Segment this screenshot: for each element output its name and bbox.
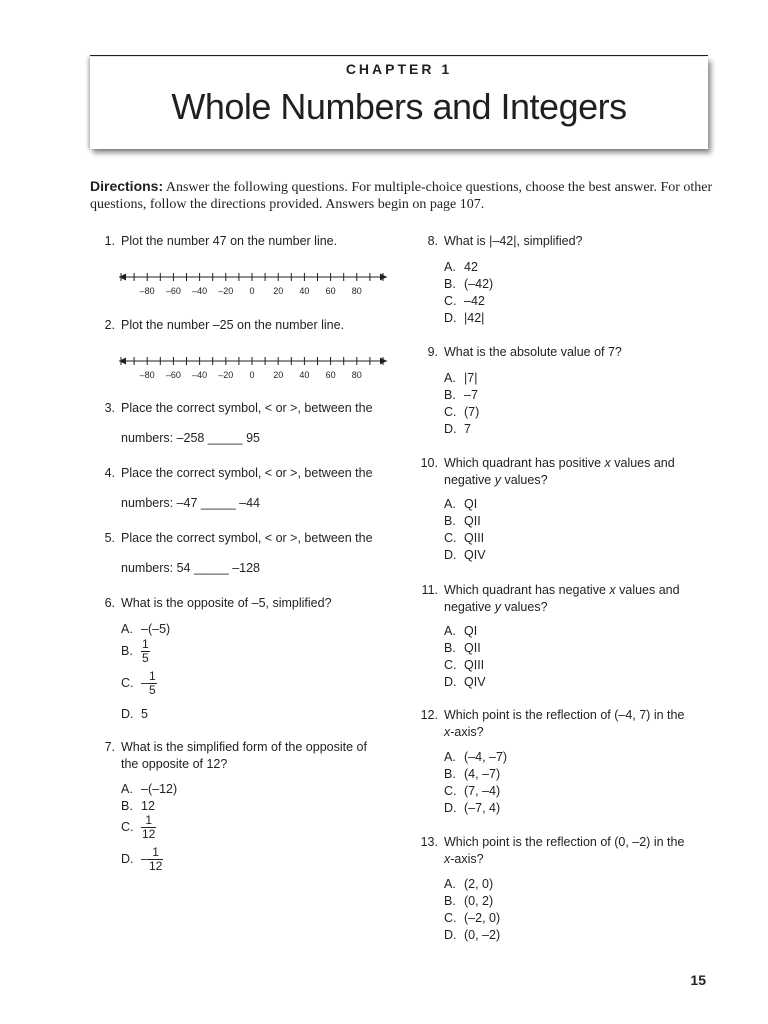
option-letter: A.	[444, 497, 456, 511]
option-text: QIV	[464, 548, 486, 562]
question-text: Place the correct symbol, < or >, between the	[121, 401, 373, 415]
option-text: 12	[141, 799, 155, 813]
option-letter: C.	[444, 658, 457, 672]
option-letter: B.	[121, 643, 133, 658]
tick-label: 60	[325, 286, 336, 296]
option-text: –(–12)	[141, 782, 178, 796]
option-text: 5	[141, 707, 148, 721]
fraction-denominator: 5	[142, 651, 149, 665]
question-text: What is the absolute value of 7?	[444, 345, 622, 359]
question-number: 5.	[104, 531, 115, 545]
option-text: (–2, 0)	[464, 911, 501, 925]
chapter-label: CHAPTER 1	[345, 61, 453, 77]
directions-label: Directions:	[90, 178, 164, 194]
option-letter: C.	[444, 405, 457, 419]
tick-label: –60	[165, 370, 181, 380]
tick-label: 20	[273, 286, 284, 296]
question-text: x-axis?	[444, 725, 484, 739]
question-text: Which point is the reflection of (–4, 7) in the	[444, 708, 685, 722]
answer-option[interactable]	[121, 814, 156, 841]
tick-label: 80	[351, 370, 362, 380]
answer-option[interactable]	[121, 846, 163, 873]
answer-option[interactable]	[444, 640, 481, 657]
option-letter: B.	[444, 767, 456, 781]
question-text: Plot the number –25 on the number line.	[121, 318, 345, 332]
option-letter: A.	[121, 622, 133, 636]
tick-label: 80	[351, 286, 362, 296]
answer-option[interactable]	[444, 910, 500, 927]
option-text: QIII	[464, 658, 485, 672]
question-number: 1.	[104, 234, 115, 248]
option-letter: A.	[121, 782, 133, 796]
question-number: 7.	[104, 740, 115, 754]
tick-label: –20	[218, 370, 234, 380]
option-letter: D.	[444, 928, 457, 942]
answer-option[interactable]	[444, 674, 486, 691]
fraction	[148, 670, 157, 697]
question-text: Plot the number 47 on the number line.	[121, 234, 338, 248]
option-text: 7	[464, 422, 471, 436]
question-text: Which quadrant has positive x values and	[444, 456, 675, 470]
fraction-numerator: 1	[145, 813, 153, 827]
answer-option[interactable]	[444, 547, 486, 564]
fraction-numerator: 1	[148, 669, 156, 683]
answer-option[interactable]	[121, 781, 177, 798]
option-sign: –	[141, 851, 148, 866]
option-letter: C.	[444, 294, 457, 308]
option-sign: –	[141, 675, 148, 690]
option-text: (7)	[464, 405, 480, 419]
option-text: QIV	[464, 675, 486, 689]
answer-option[interactable]	[444, 766, 500, 783]
option-text: (0, –2)	[464, 928, 501, 942]
answer-option[interactable]	[444, 800, 500, 817]
answer-option[interactable]	[444, 623, 477, 640]
question-number: 10.	[420, 456, 438, 470]
answer-option[interactable]	[444, 657, 484, 674]
option-text: (–42)	[464, 277, 494, 291]
answer-option[interactable]	[444, 513, 481, 530]
option-text: QII	[464, 641, 481, 655]
option-letter: C.	[121, 819, 134, 834]
tick-label: 40	[299, 286, 310, 296]
question-text: What is the opposite of –5, simplified?	[121, 596, 332, 610]
question-number: 2.	[104, 318, 115, 332]
answer-option[interactable]	[444, 293, 485, 310]
option-letter: A.	[444, 260, 456, 274]
number-line-1[interactable]	[115, 267, 395, 297]
option-letter: D.	[444, 548, 457, 562]
tick-label: 20	[273, 370, 284, 380]
fraction	[141, 814, 156, 841]
option-text: (–7, 4)	[464, 801, 501, 815]
option-letter: C.	[444, 531, 457, 545]
answer-option[interactable]	[444, 370, 477, 387]
tick-label: 40	[299, 370, 310, 380]
question-text: What is the simplified form of the opposite of	[121, 740, 367, 754]
left-arrow-icon	[119, 274, 126, 281]
option-text: |7|	[464, 371, 478, 385]
option-text: |42|	[464, 311, 485, 325]
number-line-2[interactable]	[115, 351, 395, 381]
option-letter: D.	[121, 851, 134, 866]
header-rule	[90, 55, 708, 56]
question-text: x-axis?	[444, 852, 484, 866]
answer-option[interactable]	[444, 259, 478, 276]
tick-label: –80	[139, 286, 155, 296]
question-number: 13.	[420, 835, 438, 849]
fraction-denominator: 12	[142, 827, 156, 841]
answer-option[interactable]	[444, 496, 477, 513]
option-letter: C.	[444, 784, 457, 798]
question-text: negative y values?	[444, 473, 548, 487]
answer-option[interactable]	[121, 670, 157, 697]
option-text: QI	[464, 624, 478, 638]
option-letter: C.	[121, 675, 134, 690]
tick-label: 60	[325, 370, 336, 380]
option-letter: D.	[444, 311, 457, 325]
option-letter: B.	[444, 514, 456, 528]
tick-label: –80	[139, 370, 155, 380]
question-text: numbers: 54 _____ –128	[121, 561, 260, 575]
answer-option[interactable]	[444, 749, 507, 766]
option-letter: A.	[444, 750, 456, 764]
question-text: Which point is the reflection of (0, –2) in the	[444, 835, 685, 849]
left-arrow-icon	[119, 358, 126, 365]
tick-label: 0	[249, 370, 255, 380]
answer-option[interactable]	[444, 927, 500, 944]
page-title: Whole Numbers and Integers	[171, 86, 627, 127]
fraction-numerator: 1	[152, 845, 159, 859]
option-text: (4, –7)	[464, 767, 501, 781]
option-text: (0, 2)	[464, 894, 494, 908]
option-letter: A.	[444, 371, 456, 385]
question-text: What is |–42|, simplified?	[444, 234, 583, 248]
answer-option[interactable]	[444, 893, 493, 910]
answer-option[interactable]	[444, 876, 493, 893]
answer-option[interactable]	[121, 621, 170, 638]
fraction-denominator: 12	[148, 859, 163, 873]
fraction-denominator: 5	[148, 683, 156, 697]
option-text: –7	[464, 388, 478, 402]
tick-label: 0	[249, 286, 255, 296]
option-letter: D.	[121, 707, 134, 721]
option-letter: B.	[444, 641, 456, 655]
question-text: Place the correct symbol, < or >, between the	[121, 466, 373, 480]
option-letter: D.	[444, 801, 457, 815]
page-number: 15	[690, 972, 706, 988]
answer-option[interactable]	[444, 387, 478, 404]
option-letter: B.	[444, 894, 456, 908]
option-letter: A.	[444, 624, 456, 638]
question-number: 4.	[104, 466, 115, 480]
answer-option[interactable]	[444, 421, 471, 438]
fraction	[148, 846, 163, 873]
question-number: 6.	[104, 596, 115, 610]
option-text: 42	[464, 260, 478, 274]
question-number: 11.	[421, 583, 438, 597]
fraction	[141, 638, 150, 665]
option-text: (2, 0)	[464, 877, 494, 891]
option-text: (–4, –7)	[464, 750, 508, 764]
question-number: 9.	[427, 345, 438, 359]
answer-option[interactable]	[444, 310, 484, 327]
question-text: negative y values?	[444, 600, 548, 614]
answer-option[interactable]	[444, 404, 479, 421]
option-letter: D.	[444, 675, 457, 689]
answer-option[interactable]	[444, 783, 500, 800]
option-text: –(–5)	[141, 622, 171, 636]
answer-option[interactable]	[121, 638, 150, 665]
option-letter: B.	[444, 277, 456, 291]
answer-option[interactable]	[121, 706, 148, 723]
option-letter: C.	[444, 911, 457, 925]
question-number: 12.	[420, 708, 438, 722]
tick-label: –40	[192, 286, 208, 296]
option-letter: B.	[444, 388, 456, 402]
directions-text: Answer the following questions. For multiple-choice questions, choose the best answer. For other questions, follow the directions provided. Answers begin on page 107.	[90, 180, 713, 212]
option-text: QII	[464, 514, 481, 528]
answer-option[interactable]	[444, 530, 484, 547]
tick-label: –20	[218, 286, 234, 296]
option-letter: B.	[121, 799, 133, 813]
question-text: numbers: –258 _____ 95	[121, 431, 260, 445]
question-text: the opposite of 12?	[121, 757, 228, 771]
question-number: 8.	[427, 234, 438, 248]
question-text: numbers: –47 _____ –44	[121, 496, 260, 510]
answer-option[interactable]	[444, 276, 493, 293]
option-text: –42	[464, 294, 485, 308]
question-number: 3.	[104, 401, 115, 415]
option-text: QIII	[464, 531, 485, 545]
tick-label: –40	[192, 370, 208, 380]
option-text: QI	[464, 497, 478, 511]
option-text: (7, –4)	[464, 784, 501, 798]
tick-label: –60	[165, 286, 181, 296]
question-text: Place the correct symbol, < or >, between the	[121, 531, 373, 545]
fraction-numerator: 1	[142, 637, 149, 651]
option-letter: D.	[444, 422, 457, 436]
question-text: Which quadrant has negative x values and	[444, 583, 680, 597]
directions	[90, 178, 730, 213]
option-letter: A.	[444, 877, 456, 891]
